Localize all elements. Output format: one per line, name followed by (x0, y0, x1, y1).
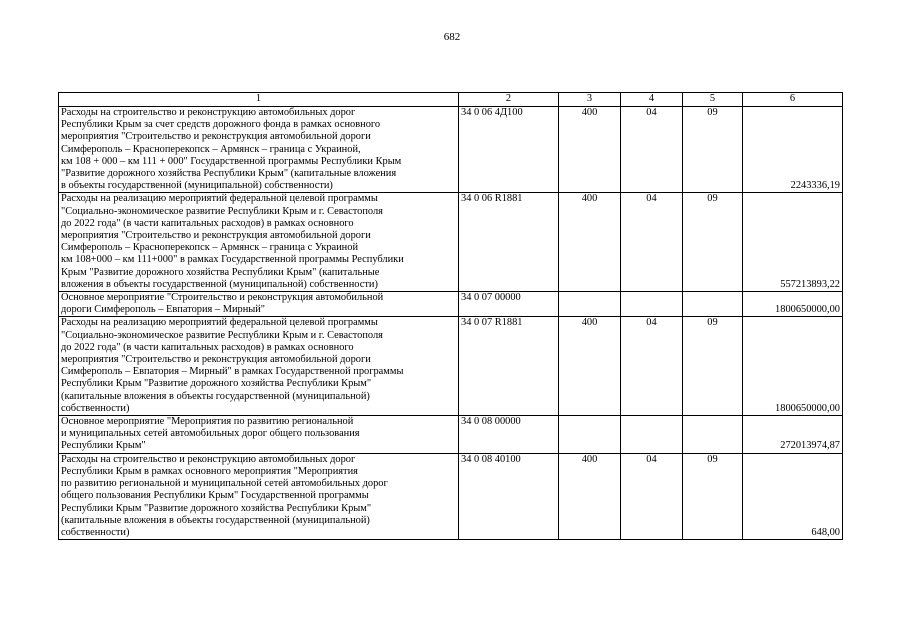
row-description: Расходы на строительство и реконструкцию автомобильных дорог Республики Крым за счет средств дорожного фонда в рамках основного мероприятия "Строительство и реконструкция автомобильной дороги Симферополь – Красноперекопск – Армянск – граница с Украиной, км 108 + 000 – км 111 + 000" Государственной программы Республики Крым "Развитие дорожного хозяйства Республики Крым" (капитальные вложения в объекты государственной (муниципальной) собственности) (59, 107, 459, 193)
row-col5 (683, 292, 743, 317)
table-row (59, 107, 843, 193)
table-row (59, 453, 843, 539)
table-row (59, 193, 843, 292)
row-col4: 04 (621, 193, 683, 292)
row-description: Расходы на реализацию мероприятий федеральной целевой программы "Социально-экономическое развитие Республики Крым и г. Севастополя до 2022 года" (в части капитальных расходов) в рамках основного мероприятия "Строительство и реконструкция автомобильной дороги Симферополь – Евпатория – Мирный" в рамках Государственной программы Республики Крым "Развитие дорожного хозяйства Республики Крым" (капитальные вложения в объекты государственной (муниципальной) собственности) (59, 317, 459, 416)
row-col5: 09 (683, 317, 743, 416)
header-cell-6: 6 (743, 93, 843, 107)
row-col3: 400 (559, 107, 621, 193)
row-code: 34 0 08 00000 (459, 416, 559, 454)
row-amount: 648,00 (743, 453, 843, 539)
row-col3 (559, 416, 621, 454)
row-col5: 09 (683, 193, 743, 292)
row-code: 34 0 06 4Д100 (459, 107, 559, 193)
row-amount: 1800650000,00 (743, 317, 843, 416)
header-cell-3: 3 (559, 93, 621, 107)
row-col4: 04 (621, 453, 683, 539)
row-col3: 400 (559, 453, 621, 539)
page-number: 682 (443, 31, 461, 43)
header-cell-5: 5 (683, 93, 743, 107)
row-amount: 2243336,19 (743, 107, 843, 193)
row-col3 (559, 292, 621, 317)
row-description: Основное мероприятие "Строительство и реконструкция автомобильной дороги Симферополь – Евпатория – Мирный" (59, 292, 459, 317)
table-row (59, 292, 843, 317)
row-description: Расходы на реализацию мероприятий федеральной целевой программы "Социально-экономическое развитие Республики Крым и г. Севастополя до 2022 года" (в части капитальных расходов) в рамках основного мероприятия "Строительство и реконструкция автомобильной дороги Симферополь – Красноперекопск – Армянск – граница с Украиной км 108+000 – км 111+000" в рамках Государственной программы Республики Крым "Развитие дорожного хозяйства Республики Крым" (капитальные вложения в объекты государственной (муниципальной) собственности) (59, 193, 459, 292)
row-col4 (621, 292, 683, 317)
row-amount: 1800650000,00 (743, 292, 843, 317)
table-row (59, 416, 843, 454)
row-col3: 400 (559, 193, 621, 292)
row-amount: 272013974,87 (743, 416, 843, 454)
row-col4: 04 (621, 317, 683, 416)
row-col3: 400 (559, 317, 621, 416)
budget-table (58, 92, 843, 540)
row-code: 34 0 07 R1881 (459, 317, 559, 416)
row-code: 34 0 07 00000 (459, 292, 559, 317)
header-cell-2: 2 (459, 93, 559, 107)
row-col5 (683, 416, 743, 454)
row-code: 34 0 06 R1881 (459, 193, 559, 292)
row-col4: 04 (621, 107, 683, 193)
row-col5: 09 (683, 453, 743, 539)
table-row (59, 317, 843, 416)
header-cell-1: 1 (59, 93, 459, 107)
row-col4 (621, 416, 683, 454)
header-cell-4: 4 (621, 93, 683, 107)
row-code: 34 0 08 40100 (459, 453, 559, 539)
table-header-row (59, 93, 843, 107)
row-col5: 09 (683, 107, 743, 193)
row-amount: 557213893,22 (743, 193, 843, 292)
row-description: Основное мероприятие "Мероприятия по развитию региональной и муниципальных сетей автомобильных дорог общего пользования Республики Крым" (59, 416, 459, 454)
row-description: Расходы на строительство и реконструкцию автомобильных дорог Республики Крым в рамках основного мероприятия "Мероприятия по развитию региональной и муниципальной сетей автомобильных дорог общего пользования Республики Крым" Государственной программы Республики Крым "Развитие дорожного хозяйства Республики Крым" (капитальные вложения в объекты государственной (муниципальной) собственности) (59, 453, 459, 539)
